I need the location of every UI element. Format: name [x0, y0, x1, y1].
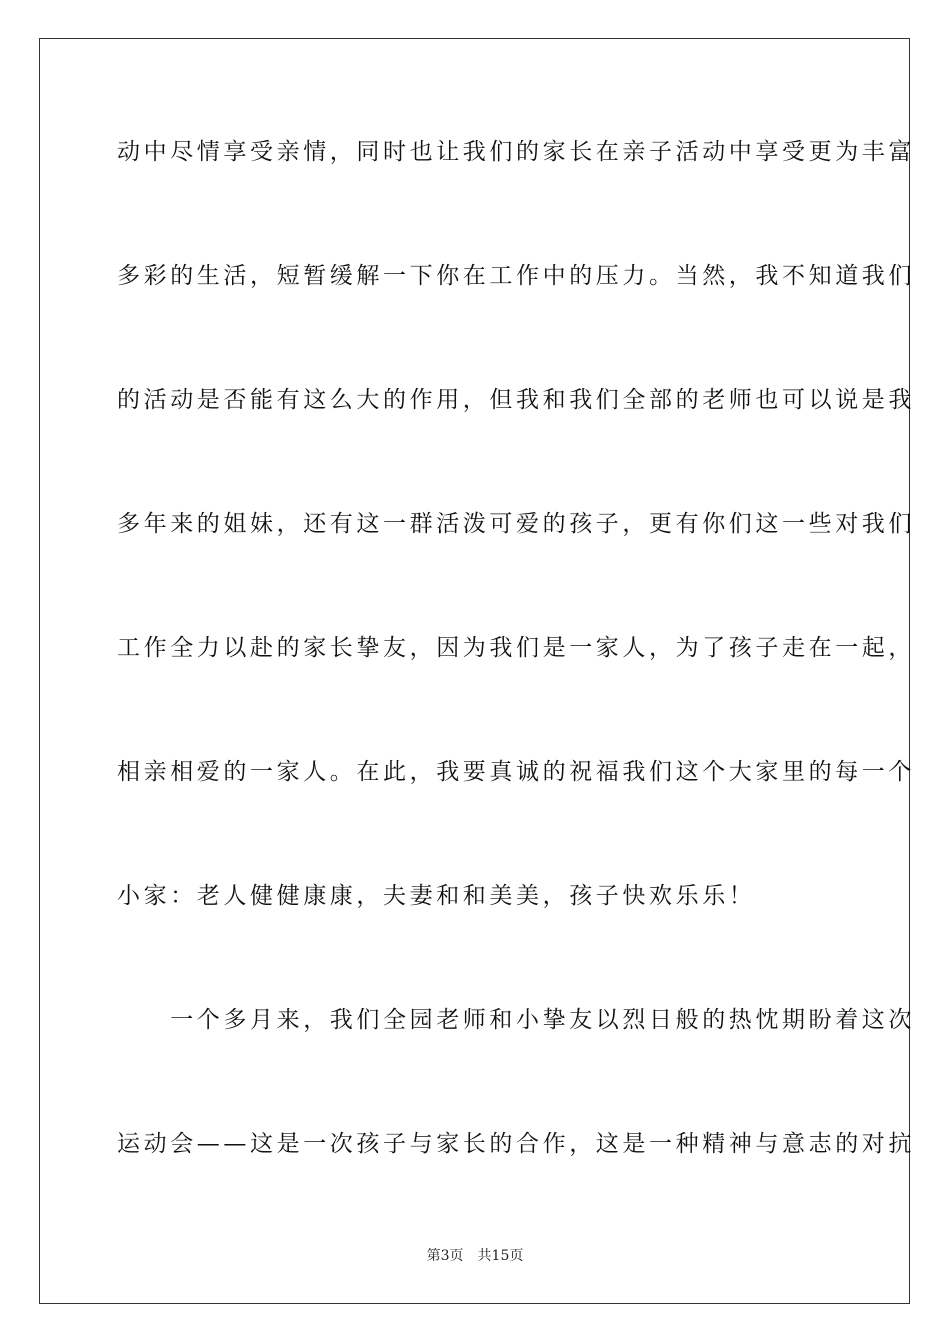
- page-footer: [0, 1246, 950, 1266]
- page-border: [39, 38, 915, 1304]
- text-line-1: 动中尽情享受亲情，同时也让我们的家长在亲子活动中享受更为丰富: [117, 139, 915, 165]
- text-line-3: 的活动是否能有这么大的作用，但我和我们全部的老师也可以说是我: [117, 387, 915, 413]
- text-line-5: 工作全力以赴的家长挚友，因为我们是一家人，为了孩子走在一起，: [117, 635, 915, 661]
- text-line-9: 运动会——这是一次孩子与家长的合作，这是一种精神与意志的对抗: [117, 1131, 915, 1157]
- text-line-4: 多年来的姐妹，还有这一群活泼可爱的孩子，更有你们这一些对我们: [117, 511, 915, 537]
- text-line-2: 多彩的生活，短暂缓解一下你在工作中的压力。当然，我不知道我们: [117, 263, 915, 289]
- text-line-8: 一个多月来，我们全园老师和小挚友以烈日般的热忱期盼着这次: [117, 1007, 915, 1033]
- text-line-7: 小家：老人健健康康，夫妻和和美美，孩子快欢乐乐！: [117, 883, 756, 909]
- text-line-6: 相亲相爱的一家人。在此，我要真诚的祝福我们这个大家里的每一个: [117, 759, 915, 785]
- page-number: 第3页: [426, 1248, 464, 1264]
- total-pages: 共15页: [477, 1248, 524, 1264]
